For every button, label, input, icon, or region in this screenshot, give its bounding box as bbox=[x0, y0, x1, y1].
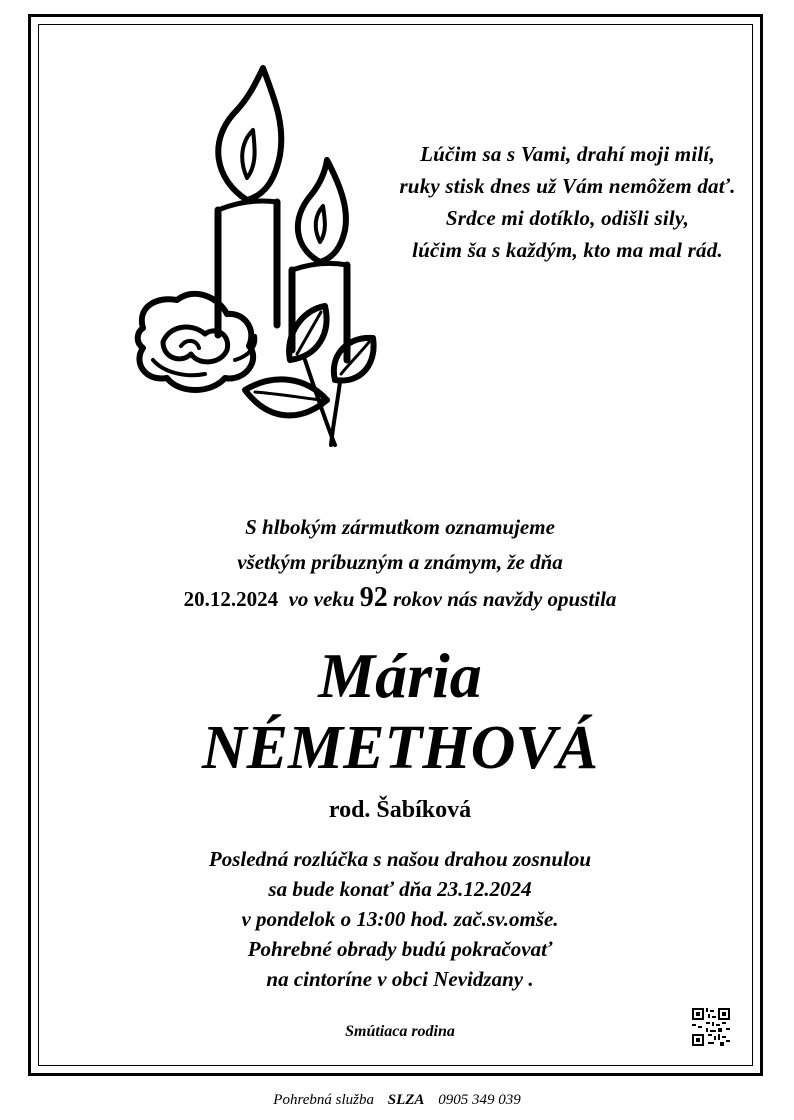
deceased-maiden-name: rod. Šabíková bbox=[328, 797, 472, 823]
funeral-service-footer bbox=[0, 1090, 794, 1110]
footer-prefix: Pohrebná služba bbox=[273, 1092, 374, 1108]
age-suffix: rokov nás navždy opustila bbox=[392, 587, 617, 611]
footer-brand: SLZA bbox=[387, 1092, 425, 1108]
funeral-line: Pohrebné obrady budú pokračovať bbox=[247, 937, 553, 961]
funeral-details bbox=[60, 844, 740, 994]
funeral-line: sa bude konať dňa 23.12.2024 bbox=[268, 877, 532, 901]
verse-line: Srdce mi dotíklo, odišli sily, bbox=[445, 206, 690, 230]
candles-and-rose-icon bbox=[115, 60, 395, 450]
verse-line: Lúčim sa s Vami, drahí moji milí, bbox=[420, 142, 715, 166]
verse-line: lúčim ša s každým, kto ma mal rád. bbox=[412, 238, 723, 262]
funeral-line: na cintoríne v obci Nevidzany . bbox=[266, 967, 534, 991]
deceased-surname: NÉMETHOVÁ bbox=[201, 714, 599, 782]
footer-phone: 0905 349 039 bbox=[438, 1092, 521, 1108]
age-prefix: vo veku bbox=[288, 587, 355, 611]
verse-line: ruky stisk dnes už Vám nemôžem dať. bbox=[399, 174, 736, 198]
memorial-verse bbox=[395, 138, 740, 266]
announcement-line-2: všetkým príbuzným a známym, že dňa bbox=[237, 550, 563, 574]
family-signature: Smútiaca rodina bbox=[345, 1023, 455, 1040]
announcement-line-3 bbox=[60, 580, 740, 617]
announcement-line-1: S hlbokým zármutkom oznamujeme bbox=[245, 515, 555, 539]
death-date: 20.12.2024 bbox=[183, 587, 279, 611]
deceased-first-name: Mária bbox=[318, 640, 482, 711]
funeral-line: v pondelok o 13:00 hod. zač.sv.omše. bbox=[241, 907, 559, 931]
announcement bbox=[60, 510, 740, 617]
age-value: 92 bbox=[359, 582, 388, 613]
funeral-line: Posledná rozlúčka s našou drahou zosnulou bbox=[208, 847, 592, 871]
qr-code-icon[interactable] bbox=[692, 1008, 730, 1046]
